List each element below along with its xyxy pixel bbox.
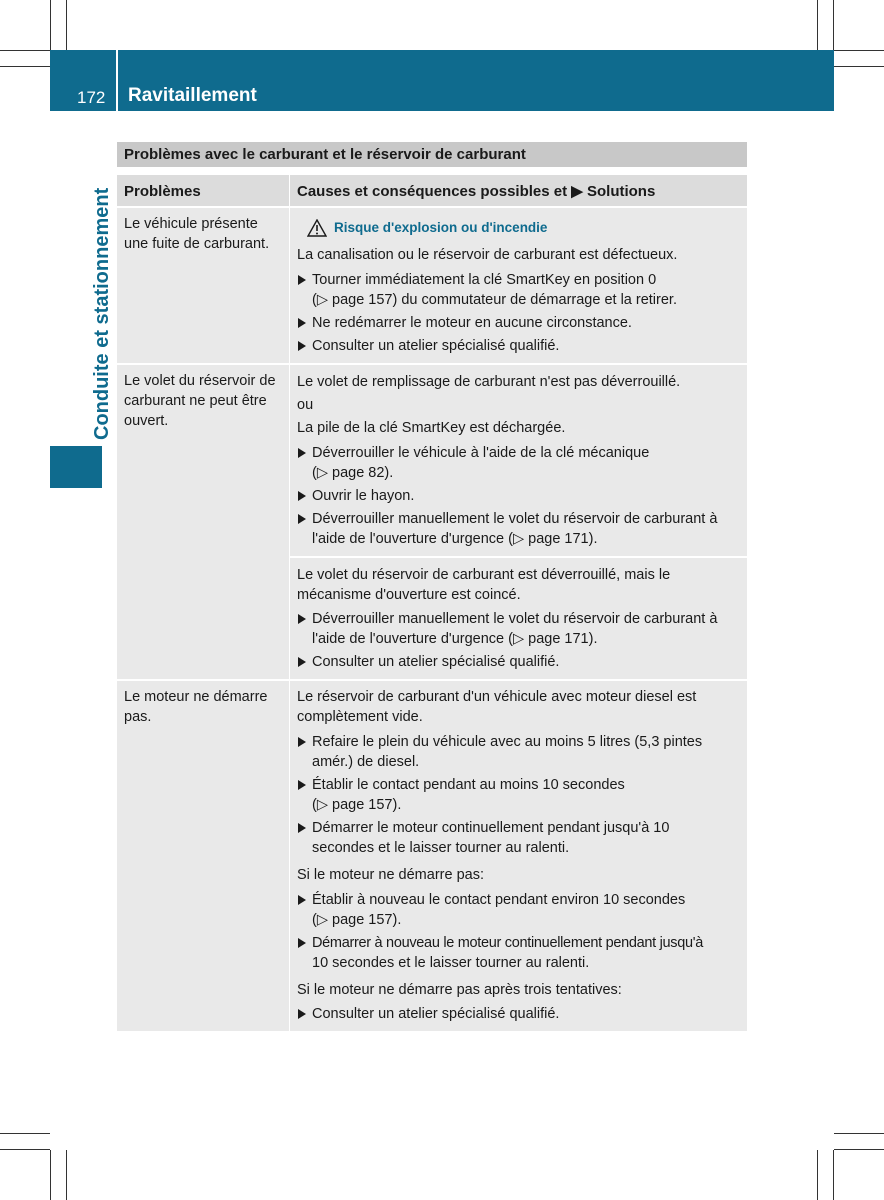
bullet-arrow-icon: [298, 895, 306, 905]
bullet-arrow-icon: [298, 448, 306, 458]
page-number: 172: [77, 88, 106, 107]
problem-text: Le moteur ne démarre: [124, 689, 268, 705]
side-tab-label: Conduite et stationnement: [91, 187, 113, 440]
problem-text: ouvert.: [124, 413, 169, 429]
cause-text: Si le moteur ne démarre pas:: [297, 867, 484, 883]
crop-mark: [834, 1133, 884, 1134]
crop-mark: [50, 0, 51, 50]
solution-text: amér.) de diesel.: [312, 754, 420, 770]
crop-mark: [834, 50, 884, 51]
solution-text: (▷ page 82).: [312, 465, 394, 481]
bullet-arrow-icon: [298, 823, 306, 833]
solution-text: l'aide de l'ouverture d'urgence (▷ page 171).: [312, 631, 598, 647]
crop-mark: [0, 66, 50, 67]
cause-text: Si le moteur ne démarre pas après trois tentatives:: [297, 982, 622, 998]
solution-text: Consulter un atelier spécialisé qualifié.: [312, 338, 560, 354]
solution-text: l'aide de l'ouverture d'urgence (▷ page 171).: [312, 531, 598, 547]
solution-text: (▷ page 157).: [312, 912, 402, 928]
crop-mark: [833, 0, 834, 50]
solution-text: secondes et le laisser tourner au ralenti.: [312, 840, 570, 856]
cause-text: Le réservoir de carburant d'un véhicule avec moteur diesel est: [297, 689, 697, 705]
warning-triangle-icon: [307, 219, 327, 237]
crop-mark: [0, 1149, 50, 1150]
crop-mark: [50, 1150, 51, 1200]
solution-text: Consulter un atelier spécialisé qualifié.: [312, 1006, 560, 1022]
column-header-causes: Causes et conséquences possibles et ▶ Solutions: [290, 175, 747, 206]
bullet-arrow-icon: [298, 341, 306, 351]
column-header-problems: Problèmes: [117, 175, 289, 206]
cause-text: Le volet du réservoir de carburant est déverrouillé, mais le: [297, 567, 671, 583]
crop-mark: [66, 1150, 67, 1200]
problem-text: carburant ne peut être: [124, 393, 267, 409]
crop-mark: [833, 1150, 834, 1200]
solution-text: 10 secondes et le laisser tourner au ralenti.: [312, 955, 590, 971]
solution-text: Établir le contact pendant au moins 10 secondes: [312, 777, 625, 793]
chapter-title: Ravitaillement: [128, 85, 257, 106]
crop-mark: [0, 1133, 50, 1134]
bullet-arrow-icon: [298, 614, 306, 624]
problem-text: pas.: [124, 709, 152, 725]
warning-title: Risque d'explosion ou d'incendie: [334, 220, 548, 235]
crop-mark: [66, 0, 67, 50]
cause-text: mécanisme d'ouverture est coincé.: [297, 587, 521, 603]
bullet-arrow-icon: [298, 657, 306, 667]
crop-mark: [817, 0, 818, 50]
table-title: Problèmes avec le carburant et le réservoir de carburant: [117, 142, 747, 167]
table-cell: [117, 681, 289, 1031]
bullet-arrow-icon: [298, 938, 306, 948]
solution-text: Déverrouiller manuellement le volet du réservoir de carburant à: [312, 611, 718, 627]
bullet-arrow-icon: [298, 491, 306, 501]
solution-text: Déverrouiller manuellement le volet du réservoir de carburant à: [312, 511, 718, 527]
crop-mark: [834, 66, 884, 67]
bullet-arrow-icon: [298, 1009, 306, 1019]
solution-text: Ouvrir le hayon.: [312, 488, 415, 504]
cause-text: ou: [297, 397, 314, 413]
problem-text: une fuite de carburant.: [124, 236, 270, 252]
bullet-arrow-icon: [298, 318, 306, 328]
bullet-arrow-icon: [298, 737, 306, 747]
cause-text: complètement vide.: [297, 709, 423, 725]
solution-text: Démarrer à nouveau le moteur continuellement pendant jusqu'à: [312, 935, 704, 951]
cause-text: La pile de la clé SmartKey est déchargée.: [297, 420, 566, 436]
crop-mark: [0, 50, 50, 51]
cause-text: Le volet de remplissage de carburant n'est pas déverrouillé.: [297, 374, 681, 390]
solution-text: (▷ page 157) du commutateur de démarrage et la retirer.: [312, 292, 677, 308]
solution-text: Ne redémarrer le moteur en aucune circonstance.: [312, 315, 632, 331]
solution-text: Refaire le plein du véhicule avec au moins 5 litres (5,3 pintes: [312, 734, 703, 750]
solution-text: Démarrer le moteur continuellement pendant jusqu'à 10: [312, 820, 670, 836]
solution-text: Consulter un atelier spécialisé qualifié.: [312, 654, 560, 670]
solution-text: Déverrouiller le véhicule à l'aide de la clé mécanique: [312, 445, 650, 461]
problem-text: Le volet du réservoir de: [124, 373, 276, 389]
solution-text: (▷ page 157).: [312, 797, 402, 813]
crop-mark: [817, 1150, 818, 1200]
bullet-arrow-icon: [298, 780, 306, 790]
bullet-arrow-icon: [298, 275, 306, 285]
solution-text: Établir à nouveau le contact pendant environ 10 secondes: [312, 892, 686, 908]
crop-mark: [834, 1149, 884, 1150]
problem-text: Le véhicule présente: [124, 216, 258, 232]
bullet-arrow-icon: [298, 514, 306, 524]
cause-text: La canalisation ou le réservoir de carburant est défectueux.: [297, 247, 678, 263]
header-separator: [116, 50, 118, 111]
solution-text: Tourner immédiatement la clé SmartKey en position 0: [312, 272, 657, 288]
